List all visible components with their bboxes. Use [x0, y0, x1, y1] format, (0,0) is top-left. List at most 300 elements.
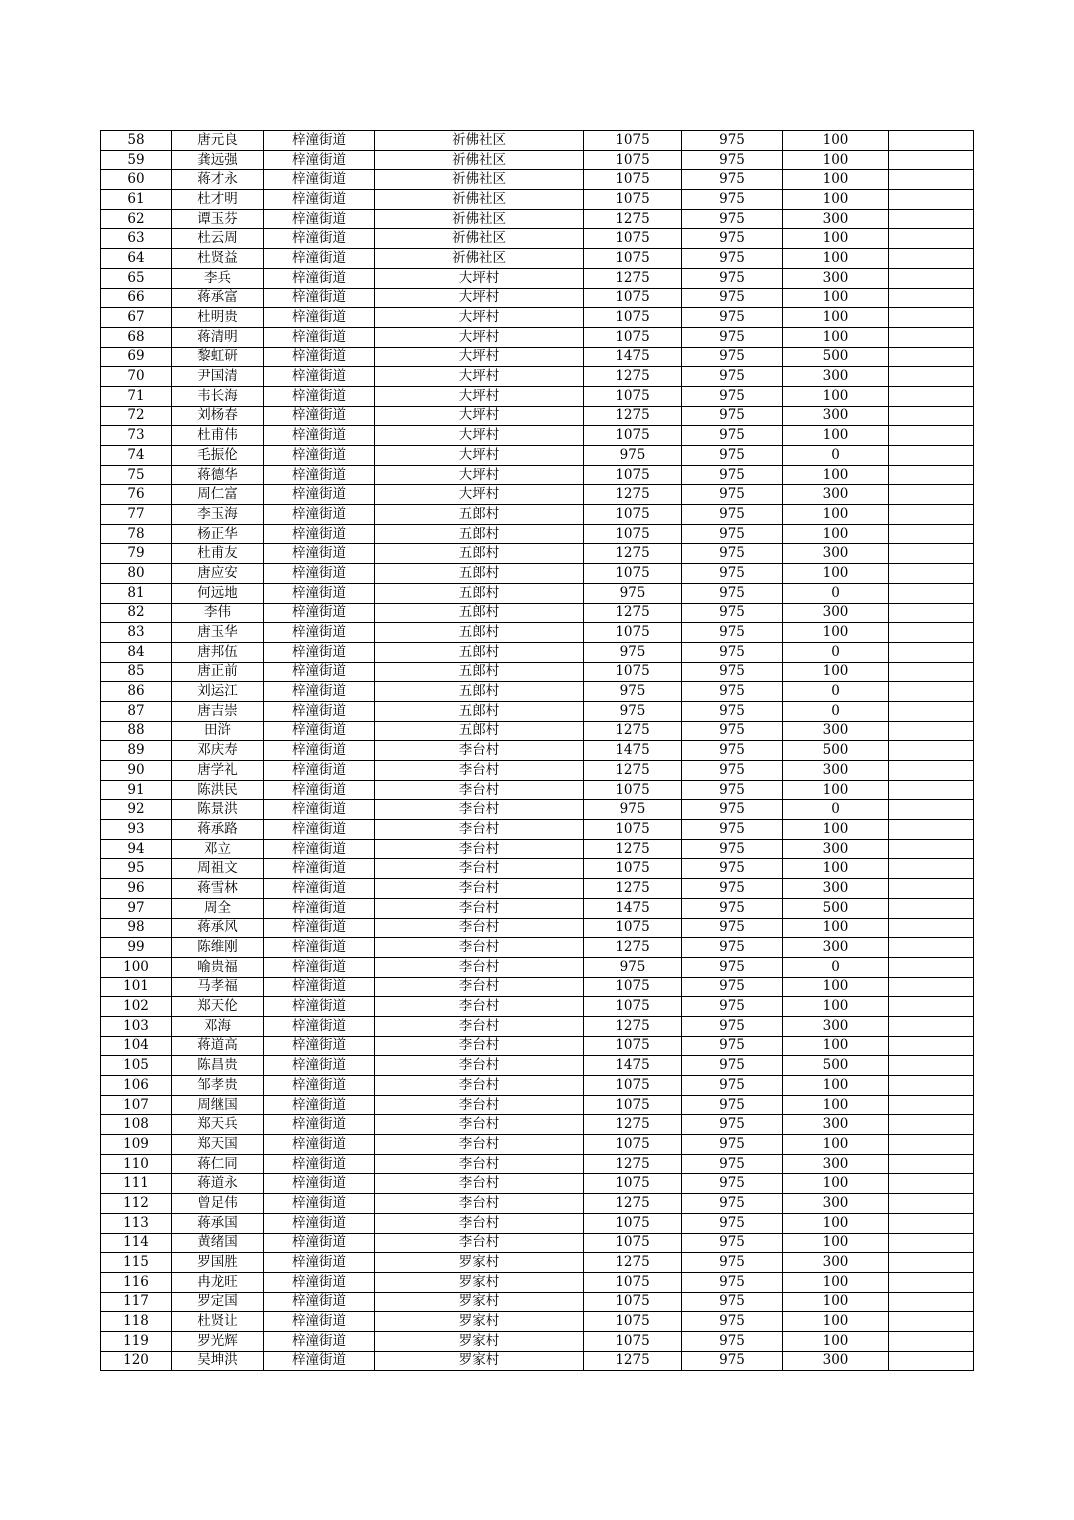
serial-number-cell: 66 [101, 288, 172, 308]
community-cell: 祈佛社区 [375, 150, 584, 170]
community-cell: 李台村 [375, 780, 584, 800]
amount-total-cell: 1275 [584, 1253, 682, 1273]
table-row [101, 997, 974, 1017]
amount-diff-cell: 300 [783, 1115, 889, 1135]
serial-number-cell: 117 [101, 1292, 172, 1312]
table-row [101, 347, 974, 367]
amount-total-cell: 1075 [584, 859, 682, 879]
amount-diff-cell: 100 [783, 170, 889, 190]
amount-diff-cell: 300 [783, 406, 889, 426]
serial-number-cell: 82 [101, 603, 172, 623]
remark-cell [889, 367, 974, 387]
amount-total-cell: 1075 [584, 1095, 682, 1115]
remark-cell [889, 465, 974, 485]
amount-diff-cell: 100 [783, 524, 889, 544]
table-row [101, 662, 974, 682]
subdistrict-cell: 梓潼街道 [264, 662, 375, 682]
remark-cell [889, 761, 974, 781]
table-row [101, 741, 974, 761]
remark-cell [889, 544, 974, 564]
table-row [101, 1036, 974, 1056]
subdistrict-cell: 梓潼街道 [264, 131, 375, 151]
table-row [101, 505, 974, 525]
amount-diff-cell: 0 [783, 583, 889, 603]
subdistrict-cell: 梓潼街道 [264, 1253, 375, 1273]
table-row [101, 544, 974, 564]
amount-base-cell: 975 [682, 190, 783, 210]
name-cell: 韦长海 [172, 386, 264, 406]
table-row [101, 406, 974, 426]
amount-diff-cell: 500 [783, 347, 889, 367]
remark-cell [889, 505, 974, 525]
amount-total-cell: 1275 [584, 209, 682, 229]
amount-base-cell: 975 [682, 327, 783, 347]
community-cell: 李台村 [375, 1194, 584, 1214]
subdistrict-cell: 梓潼街道 [264, 623, 375, 643]
amount-base-cell: 975 [682, 249, 783, 269]
amount-total-cell: 1075 [584, 386, 682, 406]
serial-number-cell: 92 [101, 800, 172, 820]
community-cell: 李台村 [375, 977, 584, 997]
amount-total-cell: 1075 [584, 288, 682, 308]
amount-base-cell: 975 [682, 820, 783, 840]
serial-number-cell: 81 [101, 583, 172, 603]
table-row [101, 150, 974, 170]
subdistrict-cell: 梓潼街道 [264, 879, 375, 899]
remark-cell [889, 249, 974, 269]
serial-number-cell: 110 [101, 1154, 172, 1174]
amount-total-cell: 975 [584, 800, 682, 820]
subdistrict-cell: 梓潼街道 [264, 1194, 375, 1214]
name-cell: 郑天兵 [172, 1115, 264, 1135]
name-cell: 曾足伟 [172, 1194, 264, 1214]
amount-total-cell: 1275 [584, 406, 682, 426]
remark-cell [889, 190, 974, 210]
subdistrict-cell: 梓潼街道 [264, 1331, 375, 1351]
serial-number-cell: 62 [101, 209, 172, 229]
serial-number-cell: 73 [101, 426, 172, 446]
amount-base-cell: 975 [682, 682, 783, 702]
table-row [101, 1331, 974, 1351]
amount-total-cell: 1075 [584, 170, 682, 190]
serial-number-cell: 78 [101, 524, 172, 544]
community-cell: 五郎村 [375, 642, 584, 662]
remark-cell [889, 268, 974, 288]
subdistrict-cell: 梓潼街道 [264, 150, 375, 170]
community-cell: 五郎村 [375, 524, 584, 544]
serial-number-cell: 112 [101, 1194, 172, 1214]
name-cell: 罗光辉 [172, 1331, 264, 1351]
amount-base-cell: 975 [682, 367, 783, 387]
name-cell: 蒋雪林 [172, 879, 264, 899]
name-cell: 周祖文 [172, 859, 264, 879]
serial-number-cell: 63 [101, 229, 172, 249]
amount-total-cell: 1075 [584, 327, 682, 347]
serial-number-cell: 91 [101, 780, 172, 800]
amount-base-cell: 975 [682, 170, 783, 190]
subdistrict-cell: 梓潼街道 [264, 1076, 375, 1096]
remark-cell [889, 209, 974, 229]
community-cell: 大坪村 [375, 465, 584, 485]
amount-base-cell: 975 [682, 485, 783, 505]
remark-cell [889, 229, 974, 249]
serial-number-cell: 88 [101, 721, 172, 741]
amount-diff-cell: 300 [783, 1154, 889, 1174]
subdistrict-cell: 梓潼街道 [264, 1351, 375, 1371]
table-row [101, 426, 974, 446]
amount-base-cell: 975 [682, 308, 783, 328]
community-cell: 李台村 [375, 839, 584, 859]
amount-base-cell: 975 [682, 1253, 783, 1273]
amount-diff-cell: 100 [783, 465, 889, 485]
amount-total-cell: 1075 [584, 623, 682, 643]
name-cell: 蒋仁同 [172, 1154, 264, 1174]
table-row [101, 839, 974, 859]
subdistrict-cell: 梓潼街道 [264, 386, 375, 406]
amount-diff-cell: 100 [783, 1331, 889, 1351]
name-cell: 邓海 [172, 1016, 264, 1036]
table-row [101, 1213, 974, 1233]
subdistrict-cell: 梓潼街道 [264, 583, 375, 603]
amount-total-cell: 1075 [584, 780, 682, 800]
subdistrict-cell: 梓潼街道 [264, 682, 375, 702]
remark-cell [889, 1076, 974, 1096]
remark-cell [889, 1272, 974, 1292]
name-cell: 罗国胜 [172, 1253, 264, 1273]
name-cell: 李兵 [172, 268, 264, 288]
table-row [101, 623, 974, 643]
subdistrict-cell: 梓潼街道 [264, 465, 375, 485]
amount-diff-cell: 100 [783, 997, 889, 1017]
remark-cell [889, 583, 974, 603]
amount-base-cell: 975 [682, 1076, 783, 1096]
amount-base-cell: 975 [682, 662, 783, 682]
name-cell: 杜甫伟 [172, 426, 264, 446]
amount-diff-cell: 100 [783, 1272, 889, 1292]
table-row [101, 524, 974, 544]
amount-base-cell: 975 [682, 347, 783, 367]
name-cell: 陈昌贵 [172, 1056, 264, 1076]
subdistrict-cell: 梓潼街道 [264, 701, 375, 721]
community-cell: 李台村 [375, 1233, 584, 1253]
serial-number-cell: 80 [101, 564, 172, 584]
amount-total-cell: 1275 [584, 367, 682, 387]
table-row [101, 1272, 974, 1292]
amount-diff-cell: 100 [783, 977, 889, 997]
remark-cell [889, 800, 974, 820]
table-row [101, 721, 974, 741]
serial-number-cell: 75 [101, 465, 172, 485]
remark-cell [889, 170, 974, 190]
table-row [101, 1233, 974, 1253]
amount-base-cell: 975 [682, 957, 783, 977]
subdistrict-cell: 梓潼街道 [264, 524, 375, 544]
table-row [101, 229, 974, 249]
amount-total-cell: 1275 [584, 485, 682, 505]
amount-diff-cell: 100 [783, 918, 889, 938]
table-row [101, 603, 974, 623]
amount-base-cell: 975 [682, 583, 783, 603]
serial-number-cell: 93 [101, 820, 172, 840]
subdistrict-cell: 梓潼街道 [264, 997, 375, 1017]
name-cell: 黎虹研 [172, 347, 264, 367]
serial-number-cell: 98 [101, 918, 172, 938]
amount-diff-cell: 100 [783, 662, 889, 682]
name-cell: 唐元良 [172, 131, 264, 151]
name-cell: 唐正前 [172, 662, 264, 682]
table-row [101, 957, 974, 977]
name-cell: 田浒 [172, 721, 264, 741]
serial-number-cell: 100 [101, 957, 172, 977]
name-cell: 唐吉崇 [172, 701, 264, 721]
name-cell: 谭玉芬 [172, 209, 264, 229]
remark-cell [889, 682, 974, 702]
amount-diff-cell: 0 [783, 957, 889, 977]
amount-base-cell: 975 [682, 1016, 783, 1036]
amount-base-cell: 975 [682, 1233, 783, 1253]
table-row [101, 1312, 974, 1332]
serial-number-cell: 109 [101, 1135, 172, 1155]
subdistrict-cell: 梓潼街道 [264, 1292, 375, 1312]
amount-total-cell: 975 [584, 642, 682, 662]
name-cell: 杜贤益 [172, 249, 264, 269]
community-cell: 五郎村 [375, 564, 584, 584]
amount-total-cell: 1075 [584, 564, 682, 584]
remark-cell [889, 1312, 974, 1332]
remark-cell [889, 131, 974, 151]
subdistrict-cell: 梓潼街道 [264, 603, 375, 623]
amount-diff-cell: 100 [783, 249, 889, 269]
community-cell: 李台村 [375, 820, 584, 840]
amount-diff-cell: 100 [783, 780, 889, 800]
serial-number-cell: 108 [101, 1115, 172, 1135]
amount-diff-cell: 100 [783, 505, 889, 525]
amount-diff-cell: 300 [783, 544, 889, 564]
amount-base-cell: 975 [682, 603, 783, 623]
remark-cell [889, 623, 974, 643]
remark-cell [889, 879, 974, 899]
community-cell: 李台村 [375, 1056, 584, 1076]
amount-total-cell: 975 [584, 682, 682, 702]
subdistrict-cell: 梓潼街道 [264, 229, 375, 249]
amount-diff-cell: 300 [783, 761, 889, 781]
name-cell: 郑天国 [172, 1135, 264, 1155]
name-cell: 何远地 [172, 583, 264, 603]
subdistrict-cell: 梓潼街道 [264, 327, 375, 347]
table-row [101, 367, 974, 387]
subdistrict-cell: 梓潼街道 [264, 1056, 375, 1076]
name-cell: 蒋承风 [172, 918, 264, 938]
community-cell: 大坪村 [375, 386, 584, 406]
name-cell: 喻贵福 [172, 957, 264, 977]
amount-total-cell: 1275 [584, 268, 682, 288]
amount-diff-cell: 500 [783, 898, 889, 918]
amount-diff-cell: 100 [783, 150, 889, 170]
amount-diff-cell: 100 [783, 288, 889, 308]
amount-base-cell: 975 [682, 1351, 783, 1371]
remark-cell [889, 406, 974, 426]
name-cell: 毛振伦 [172, 446, 264, 466]
name-cell: 杜明贵 [172, 308, 264, 328]
name-cell: 唐邦伍 [172, 642, 264, 662]
community-cell: 李台村 [375, 1016, 584, 1036]
amount-total-cell: 1075 [584, 1135, 682, 1155]
subdistrict-cell: 梓潼街道 [264, 957, 375, 977]
remark-cell [889, 524, 974, 544]
amount-total-cell: 1275 [584, 721, 682, 741]
remark-cell [889, 898, 974, 918]
serial-number-cell: 59 [101, 150, 172, 170]
name-cell: 周全 [172, 898, 264, 918]
name-cell: 杨正华 [172, 524, 264, 544]
name-cell: 邓立 [172, 839, 264, 859]
amount-total-cell: 1275 [584, 1154, 682, 1174]
subdistrict-cell: 梓潼街道 [264, 859, 375, 879]
amount-total-cell: 1075 [584, 662, 682, 682]
amount-total-cell: 1475 [584, 347, 682, 367]
table-row [101, 170, 974, 190]
serial-number-cell: 105 [101, 1056, 172, 1076]
subdistrict-cell: 梓潼街道 [264, 721, 375, 741]
serial-number-cell: 113 [101, 1213, 172, 1233]
table-row [101, 1351, 974, 1371]
table-row [101, 820, 974, 840]
table-row [101, 977, 974, 997]
remark-cell [889, 1292, 974, 1312]
subdistrict-cell: 梓潼街道 [264, 800, 375, 820]
remark-cell [889, 1233, 974, 1253]
remark-cell [889, 701, 974, 721]
community-cell: 李台村 [375, 1213, 584, 1233]
community-cell: 祈佛社区 [375, 170, 584, 190]
table-row [101, 485, 974, 505]
name-cell: 黄绪国 [172, 1233, 264, 1253]
community-cell: 祈佛社区 [375, 229, 584, 249]
subdistrict-cell: 梓潼街道 [264, 918, 375, 938]
amount-diff-cell: 0 [783, 800, 889, 820]
subdistrict-cell: 梓潼街道 [264, 839, 375, 859]
amount-total-cell: 1275 [584, 544, 682, 564]
subdistrict-cell: 梓潼街道 [264, 406, 375, 426]
table-row [101, 879, 974, 899]
subdistrict-cell: 梓潼街道 [264, 268, 375, 288]
community-cell: 祈佛社区 [375, 190, 584, 210]
amount-total-cell: 1075 [584, 820, 682, 840]
serial-number-cell: 60 [101, 170, 172, 190]
remark-cell [889, 642, 974, 662]
amount-total-cell: 1075 [584, 308, 682, 328]
serial-number-cell: 76 [101, 485, 172, 505]
table-row [101, 761, 974, 781]
amount-diff-cell: 500 [783, 1056, 889, 1076]
community-cell: 大坪村 [375, 268, 584, 288]
amount-base-cell: 975 [682, 131, 783, 151]
amount-total-cell: 1075 [584, 1272, 682, 1292]
community-cell: 李台村 [375, 1076, 584, 1096]
table-row [101, 564, 974, 584]
name-cell: 杜云周 [172, 229, 264, 249]
amount-diff-cell: 300 [783, 1016, 889, 1036]
subdistrict-cell: 梓潼街道 [264, 1036, 375, 1056]
table-row [101, 465, 974, 485]
community-cell: 李台村 [375, 957, 584, 977]
community-cell: 李台村 [375, 1095, 584, 1115]
remark-cell [889, 820, 974, 840]
table-row [101, 131, 974, 151]
amount-base-cell: 975 [682, 406, 783, 426]
table-row [101, 1056, 974, 1076]
serial-number-cell: 68 [101, 327, 172, 347]
amount-diff-cell: 300 [783, 268, 889, 288]
amount-base-cell: 975 [682, 623, 783, 643]
serial-number-cell: 103 [101, 1016, 172, 1036]
table-row [101, 898, 974, 918]
community-cell: 李台村 [375, 1036, 584, 1056]
subdistrict-cell: 梓潼街道 [264, 977, 375, 997]
community-cell: 祈佛社区 [375, 209, 584, 229]
subdistrict-cell: 梓潼街道 [264, 367, 375, 387]
subdistrict-cell: 梓潼街道 [264, 426, 375, 446]
serial-number-cell: 106 [101, 1076, 172, 1096]
amount-base-cell: 975 [682, 1036, 783, 1056]
remark-cell [889, 1213, 974, 1233]
amount-total-cell: 1075 [584, 1292, 682, 1312]
amount-base-cell: 975 [682, 721, 783, 741]
name-cell: 蒋承国 [172, 1213, 264, 1233]
name-cell: 陈维刚 [172, 938, 264, 958]
amount-diff-cell: 100 [783, 229, 889, 249]
amount-diff-cell: 100 [783, 1233, 889, 1253]
community-cell: 李台村 [375, 938, 584, 958]
amount-diff-cell: 100 [783, 1095, 889, 1115]
amount-total-cell: 1075 [584, 505, 682, 525]
amount-base-cell: 975 [682, 938, 783, 958]
amount-base-cell: 975 [682, 505, 783, 525]
table-row [101, 583, 974, 603]
community-cell: 五郎村 [375, 623, 584, 643]
amount-diff-cell: 500 [783, 741, 889, 761]
amount-base-cell: 975 [682, 426, 783, 446]
serial-number-cell: 65 [101, 268, 172, 288]
subdistrict-cell: 梓潼街道 [264, 190, 375, 210]
amount-total-cell: 1275 [584, 1351, 682, 1371]
remark-cell [889, 938, 974, 958]
amount-total-cell: 1275 [584, 1115, 682, 1135]
amount-base-cell: 975 [682, 1194, 783, 1214]
serial-number-cell: 94 [101, 839, 172, 859]
amount-diff-cell: 100 [783, 131, 889, 151]
remark-cell [889, 1351, 974, 1371]
amount-base-cell: 975 [682, 701, 783, 721]
name-cell: 邓庆寿 [172, 741, 264, 761]
amount-total-cell: 1075 [584, 1213, 682, 1233]
community-cell: 祈佛社区 [375, 249, 584, 269]
amount-base-cell: 975 [682, 1312, 783, 1332]
community-cell: 五郎村 [375, 505, 584, 525]
community-cell: 罗家村 [375, 1253, 584, 1273]
amount-base-cell: 975 [682, 1331, 783, 1351]
name-cell: 唐应安 [172, 564, 264, 584]
amount-diff-cell: 100 [783, 564, 889, 584]
amount-total-cell: 1075 [584, 249, 682, 269]
table-row [101, 308, 974, 328]
subdistrict-cell: 梓潼街道 [264, 1174, 375, 1194]
remark-cell [889, 859, 974, 879]
subdistrict-cell: 梓潼街道 [264, 1135, 375, 1155]
name-cell: 唐玉华 [172, 623, 264, 643]
amount-total-cell: 1075 [584, 997, 682, 1017]
community-cell: 李台村 [375, 879, 584, 899]
